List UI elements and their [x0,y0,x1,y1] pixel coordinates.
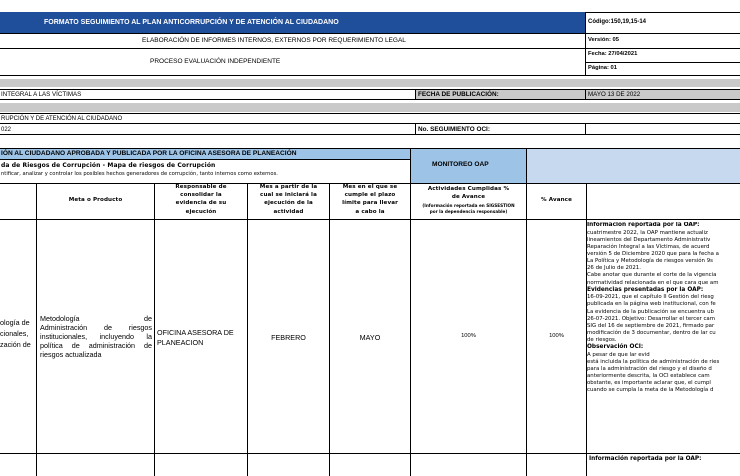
observ-line: cuando se cumpla la meta de la Metodología d [587,387,714,394]
col-mes-inicio-l2: cual se iniciará la [260,192,317,198]
col-mes-plazo-l3: límite para llevar [342,200,398,206]
divider [247,453,248,476]
monitoreo-oci-cell [526,148,740,184]
observ-line: La Política y Metodología de riesgos versión 9s [587,258,713,265]
col-left-fragment [0,183,37,220]
fecha-pub-value: MAYO 13 DE 2022 [588,91,641,98]
proceso-cell [0,48,586,76]
row-meta-l2: Administración de riesgos [40,323,152,332]
row-mes-inicio: FEBRERO [271,333,306,342]
subtitle-text: ELABORACIÓN DE INFORMES INTERNOS, EXTERNOS POR REQUERIMIENTO LEGAL [142,37,406,44]
col-mes-inicio-l4: actividad [273,209,304,215]
blank-row [0,135,740,148]
next-observ-label: Información reportada por la OAP: [589,456,702,462]
observ-line: Información reportada por la OAP: [587,222,700,228]
col-actividades-note-2: por la dependencia responsable) [429,209,508,214]
col-mes-inicio-l1: Mes a partir de la [259,184,318,190]
col-responsable-l2: consolidar la [180,192,222,198]
row-left-fragment-1: ología de [0,318,30,327]
observ-line: obstante, es importante aclarar que, el cumpl [587,380,711,387]
observ-line: Observación OCI: [587,344,644,351]
observ-line: publicada en la página web institucional, con fe [587,301,716,308]
col-responsable-l1: Responsable de [175,184,227,190]
observ-line: La evidencia de la publicación se encuentra ub [587,308,714,315]
divider [154,453,155,476]
col-mes-inicio-l3: ejecución de la [264,200,313,206]
col-actividades-l2: de Avance [451,194,486,200]
observ-line: anteriormente descrita, la OCI establece cam [587,373,710,380]
row-meta-l3: institucionales, incluyendo la [40,332,152,341]
col-mes-plazo-l1: Mes en el que se [342,184,398,190]
observ-line: de riesgos. [587,337,617,344]
observ-line: modificación de 3 documentar, dentro de lar cu [587,329,716,336]
fecha-pub-label: FECHA DE PUBLICACIÓN: [418,91,499,98]
col-actividades-l1: Actividades Cumplidas % [427,186,510,192]
row-mes-plazo: MAYO [359,333,381,342]
observ-line: está incluida la política de administración de ries [587,358,720,365]
row-observ-text [587,222,740,395]
monitoreo-label: MONITOREO OAP [432,161,489,168]
observ-line: A pesar de que lar evid [587,351,650,358]
proceso-text: PROCESO EVALUACIÓN INDEPENDIENTE [150,58,281,65]
col-avance-label: % Avance [541,197,572,203]
observ-line: cuatrimestre 2022, la OAP mantiene actualiz [587,229,708,236]
objetivo-text: ntificar, analizar y controlar los posibles hechos generadores de corrupción, tanto internos como externos. [1,171,278,177]
separator-row-2 [0,103,740,112]
observ-line: Evidencias presentadas por la OAP: [587,286,704,293]
row-responsable-l1: OFICINA ASESORA DE [157,328,234,337]
col-responsable-l3: evidencia de su [175,200,227,206]
row-meta-text [40,314,152,359]
row-left-fragment-3: zación de [0,340,31,349]
seguimiento-value-cell [585,123,740,135]
col-actividades-note-1: (Información reportada en SIGSESTION [422,203,515,208]
version-text: Versión: 05 [588,37,619,43]
row-meta-l1: Metodología de [40,314,152,323]
plan-text: RUPCIÓN Y DE ATENCIÓN AL CIUDADANO [1,116,123,122]
observ-line: 26 de Julio de 2021. [587,265,641,272]
col-observ [586,183,740,220]
divider [329,453,330,476]
observ-line: Reparación Integral a las Víctimas, de acuerd [587,243,710,250]
row-avance: 100% [549,333,564,339]
seguimiento-label: No. SEGUIMIENTO OCI: [418,126,490,133]
observ-line: 26-07-2021. Objetivo: Desarrollar el tercer cam [587,315,715,322]
divider [526,453,527,476]
observ-line: versión 5 de Diciembre 2020 que para la fecha a [587,251,719,258]
observ-line: SIG del 16 de septiembre de 2021, firmado par [587,322,715,329]
document-title: FORMATO SEGUIMIENTO AL PLAN ANTICORRUPCIÓN Y DE ATENCIÓN AL CIUDADANO [44,19,339,26]
col-responsable-l4: ejecución [185,209,217,215]
row-actividades: 100% [461,333,476,339]
pagina-text: Página: 01 [588,65,617,71]
year-cell [0,123,416,135]
fecha-text: Fecha: 27/04/2021 [588,51,638,57]
observ-line: Cabe anotar que durante el corte de la vigencia [587,272,717,279]
observ-line: 16-09-2021, que el capítulo II Gestión del riesg [587,294,714,301]
observ-line: normatividad relacionada en el que cara que am [587,279,719,286]
col-mes-plazo-l2: cumple el plazo [344,192,396,198]
year-text: 022 [1,127,12,133]
col-meta-label: Meta o Producto [68,197,123,203]
codigo-text: Código:150,19,15-14 [588,19,647,25]
divider [586,453,587,476]
divider [410,453,411,476]
col-mes-plazo-l4: a cabo la [355,209,385,215]
row-meta-l5: riesgos actualizada [40,350,102,359]
entidad-text: INTEGRAL A LAS VÍCTIMAS [1,91,82,98]
componente-text: da de Riesgos de Corrupción - Mapa de riesgos de Corrupción [1,162,216,169]
row-left-fragment-2: cionales, [0,329,29,338]
row-meta-l4: política de administración de [40,341,152,350]
divider [36,453,37,476]
section-title: IÓN AL CIUDADANO APROBADA Y PUBLICADA POR LA OFICINA ASESORA DE PLANEACIÓN [1,150,297,157]
observ-line: lineamientos del Departamento Administrativ [587,236,711,243]
separator-row [0,79,740,87]
row-responsable-l2: PLANEACION [157,338,204,347]
observ-line: para la administración del riesgo y el diseño d [587,366,712,373]
